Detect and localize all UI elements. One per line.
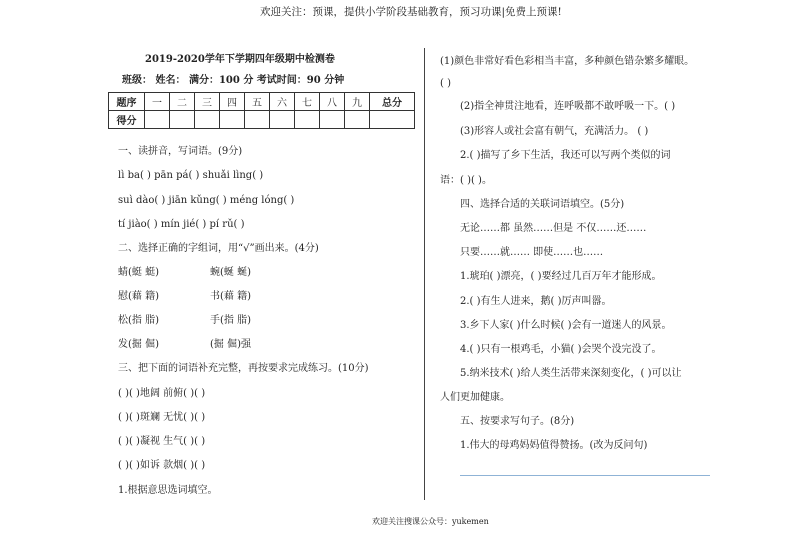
char-choice-b: (掘 倔)强 — [210, 339, 251, 350]
score-cell: 五 — [245, 93, 270, 111]
score-input-cell[interactable] — [320, 111, 345, 129]
char-choice-b: 书(藉 籍) — [210, 291, 251, 302]
char-choice-a: 发(掘 倔) — [118, 339, 159, 350]
idiom-row: ( )( )斑斓 无忧( )( ) — [118, 412, 206, 423]
fill-question: 3.乡下人家( )什么时候( )会有一道迷人的风景。 — [460, 320, 672, 331]
right-item: (2)指全神贯注地看，连呼吸都不敢呼吸一下。( ) — [460, 101, 676, 112]
score-table — [108, 92, 415, 129]
section-3-question-1: 1.根据意思选词填空。 — [118, 485, 218, 496]
score-cell: 九 — [345, 93, 370, 111]
right-item: (3)形容人或社会富有朝气，充满活力。 ( ) — [460, 126, 649, 137]
sentence-question: 1.伟大的母鸡妈妈值得赞扬。(改为反问句) — [460, 440, 648, 451]
score-input-cell[interactable] — [370, 111, 415, 129]
score-input-cell[interactable] — [270, 111, 295, 129]
fill-question: 2.( )有生人进来，鹅( )厉声叫嚣。 — [460, 296, 612, 307]
fill-question: 1.琥珀( )漂亮，( )要经过几百万年才能形成。 — [460, 271, 662, 282]
score-cell: 一 — [145, 93, 170, 111]
fill-question-continued: 人们更加健康。 — [440, 392, 510, 403]
right-item: 2.( )描写了乡下生活，我还可以写两个类似的词 — [460, 150, 671, 161]
score-table-header-row — [109, 93, 415, 111]
score-input-cell[interactable] — [195, 111, 220, 129]
pinyin-row: suì dào( ) jiān kǔng( ) méng lóng( ) — [118, 195, 295, 206]
section-4-title: 四、选择合适的关联词语填空。(5分) — [460, 199, 625, 210]
score-input-cell[interactable] — [245, 111, 270, 129]
score-cell: 总分 — [370, 93, 415, 111]
score-row-label: 得分 — [109, 111, 145, 129]
score-input-cell[interactable] — [295, 111, 320, 129]
idiom-row: ( )( )凝视 生气( )( ) — [118, 436, 206, 447]
fill-question: 5.纳米技术( )给人类生活带来深刻变化，( )可以让 — [460, 368, 682, 379]
score-cell: 三 — [195, 93, 220, 111]
char-choice-a: 松(指 脂) — [118, 315, 159, 326]
score-input-cell[interactable] — [345, 111, 370, 129]
score-cell: 二 — [170, 93, 195, 111]
score-cell: 六 — [270, 93, 295, 111]
idiom-row: ( )( )如诉 款烟( )( ) — [118, 460, 206, 471]
score-table-score-row — [109, 111, 415, 129]
conjunction-options: 无论……都 虽然……但是 不仅……还…… — [460, 223, 647, 234]
column-divider — [424, 48, 425, 500]
char-choice-a: 慰(藉 籍) — [118, 291, 159, 302]
section-1-title: 一、读拼音，写词语。(9分) — [118, 146, 243, 157]
exam-meta: 班级： 姓名： 满分：100 分 考试时间：90 分钟 — [122, 75, 345, 86]
section-2-title: 二、选择正确的字组词，用“√”画出来。(4分) — [118, 243, 319, 254]
section-3-title: 三、把下面的词语补充完整，再按要求完成练习。(10分) — [118, 363, 369, 374]
pinyin-row: lì ba( ) pān pá( ) shuǎi lìng( ) — [118, 170, 264, 181]
score-cell: 八 — [320, 93, 345, 111]
score-input-cell[interactable] — [220, 111, 245, 129]
exam-title: 2019-2020学年下学期四年级期中检测卷 — [145, 54, 335, 65]
section-5-title: 五、按要求写句子。(8分) — [460, 416, 575, 427]
score-cell: 七 — [295, 93, 320, 111]
score-cell: 题序 — [109, 93, 145, 111]
idiom-row: ( )( )地阔 前俯( )( ) — [118, 388, 206, 399]
footer-note: 欢迎关注搜课公众号：yukemen — [372, 517, 489, 526]
pinyin-row: tí jiào( ) mín jié( ) pí rǔ( ) — [118, 219, 245, 230]
fill-question: 4.( )只有一根鸡毛，小猫( )会哭个没完没了。 — [460, 344, 662, 355]
right-item: ( ) — [440, 78, 451, 89]
answer-line[interactable] — [460, 475, 710, 476]
score-input-cell[interactable] — [145, 111, 170, 129]
conjunction-options: 只要……就…… 即使……也…… — [460, 247, 604, 258]
right-item: 语：( )( )。 — [440, 175, 492, 186]
score-cell: 四 — [220, 93, 245, 111]
right-item: (1)颜色非常好看色彩相当丰富，多种颜色错杂繁多耀眼。 — [440, 56, 695, 67]
char-choice-a: 蜻(蜓 蜓) — [118, 267, 159, 278]
char-choice-b: 蜿(蜒 蜒) — [210, 267, 251, 278]
score-input-cell[interactable] — [170, 111, 195, 129]
top-banner: 欢迎关注：预课，提供小学阶段基础教育，预习功课|免费上预课! — [260, 6, 562, 18]
char-choice-b: 手(指 脂) — [210, 315, 251, 326]
